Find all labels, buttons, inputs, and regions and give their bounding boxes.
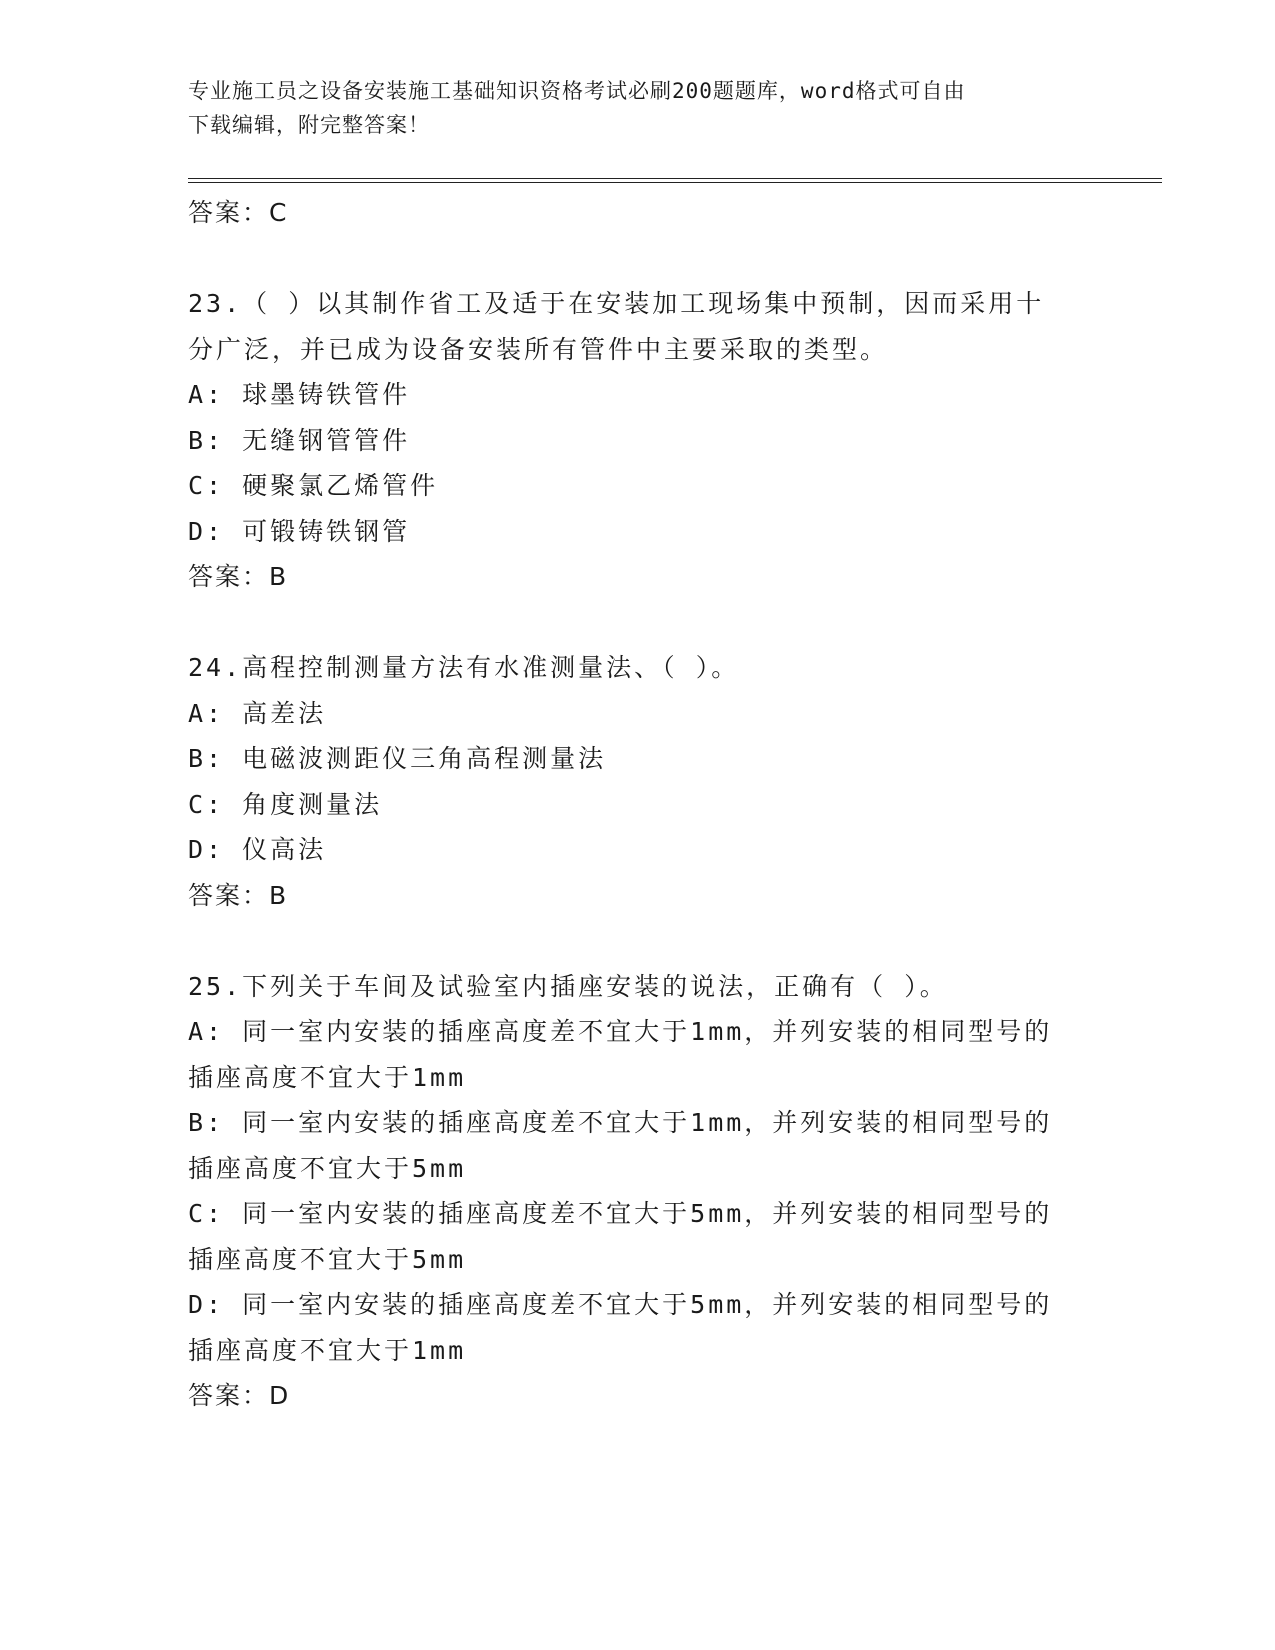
question-stem: 25.下列关于车间及试验室内插座安装的说法，正确有（ ）。	[188, 971, 948, 1001]
spacer	[188, 918, 1088, 964]
option-c: C: 硬聚氯乙烯管件	[188, 471, 439, 500]
answer: 答案：B	[188, 562, 289, 591]
header-divider	[188, 178, 1162, 183]
option-c: C: 同一室内安装的插座高度差不宜大于5mm，并列安装的相同型号的	[188, 1199, 1053, 1228]
option-b: B: 电磁波测距仪三角高程测量法	[188, 744, 607, 773]
spacer	[188, 236, 1088, 282]
option-a-continued: 插座高度不宜大于1mm	[188, 1062, 467, 1092]
question-stem: 24.高程控制测量方法有水准测量法、（ ）。	[188, 653, 740, 682]
page-header	[188, 74, 1068, 142]
question-25	[188, 964, 1088, 1419]
option-a: A: 球墨铸铁管件	[188, 380, 411, 409]
previous-answer: 答案：C	[188, 198, 289, 227]
option-b: B: 无缝钢管管件	[188, 425, 411, 455]
option-c-continued: 插座高度不宜大于5mm	[188, 1244, 467, 1274]
question-stem: 23.（ ）以其制作省工及适于在安装加工现场集中预制，因而采用十	[188, 289, 1045, 318]
option-d: D: 可锻铸铁钢管	[188, 516, 411, 546]
question-stem: 分广泛，并已成为设备安装所有管件中主要采取的类型。	[188, 334, 889, 364]
question-23	[188, 281, 1088, 600]
option-d: D: 仪高法	[188, 835, 327, 864]
header-line-1: 专业施工员之设备安装施工基础知识资格考试必刷200题题库，word格式可自由	[188, 79, 966, 103]
spacer	[188, 600, 1088, 646]
question-list	[188, 190, 1088, 1419]
question-24	[188, 645, 1088, 918]
header-line-2: 下载编辑，附完整答案！	[188, 113, 430, 137]
answer: 答案：B	[188, 880, 289, 910]
option-a: A: 高差法	[188, 698, 327, 728]
answer: 答案：D	[188, 1381, 291, 1410]
option-b-continued: 插座高度不宜大于5mm	[188, 1153, 467, 1183]
option-d-continued: 插座高度不宜大于1mm	[188, 1335, 467, 1365]
option-d: D: 同一室内安装的插座高度差不宜大于5mm，并列安装的相同型号的	[188, 1290, 1053, 1319]
option-a: A: 同一室内安装的插座高度差不宜大于1mm，并列安装的相同型号的	[188, 1017, 1053, 1046]
option-b: B: 同一室内安装的插座高度差不宜大于1mm，并列安装的相同型号的	[188, 1108, 1053, 1137]
option-c: C: 角度测量法	[188, 789, 383, 819]
